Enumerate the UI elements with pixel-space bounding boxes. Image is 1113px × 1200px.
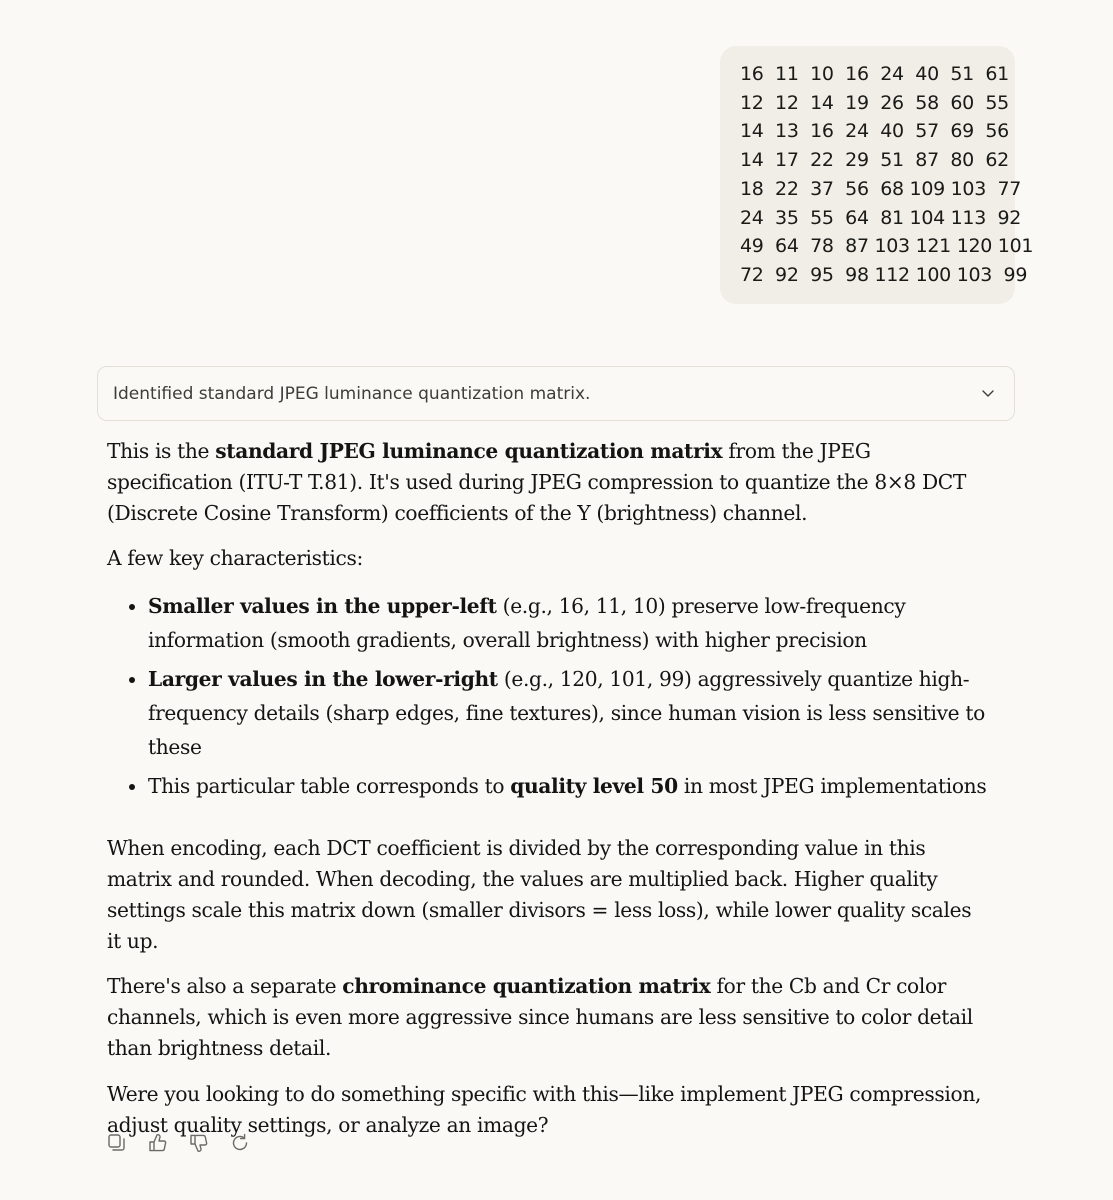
text-run: This is the <box>107 439 216 463</box>
copy-icon[interactable] <box>107 1132 127 1154</box>
matrix-row: 72 92 95 98 112 100 103 99 <box>740 263 1028 286</box>
response-paragraph <box>107 971 987 1063</box>
text-run: This particular table corresponds to <box>148 774 511 799</box>
retry-icon[interactable] <box>230 1132 250 1154</box>
list-item <box>148 662 987 764</box>
text-run: for the Cb and Cr color channels, which is even more aggressive since humans are less sensitive to color detail than brightness detail. <box>107 974 973 1060</box>
text-run: (e.g., 120, 101, 99) aggressively quantize high-frequency details (sharp edges, fine textures), since human vision is less sensitive to these <box>148 667 985 760</box>
text-run: There's also a separate <box>107 974 343 999</box>
chevron-down-icon <box>980 385 996 401</box>
text-run: from the JPEG specification (ITU-T T.81). It's used during JPEG compression to quantize the 8×8 DCT (Discrete Cosine Transform) coefficients of the Y (brightness) channel. <box>107 439 966 525</box>
bold-text: chrominance quantization matrix <box>342 974 711 999</box>
matrix-row: 16 11 10 16 24 40 51 61 <box>740 63 1009 85</box>
list-item <box>148 589 987 657</box>
text-run: in most JPEG implementations <box>677 774 987 799</box>
response-paragraph: Were you looking to do something specific with this—like implement JPEG compression, adjust quality settings, or analyze an image? <box>107 1081 982 1137</box>
bold-text: standard JPEG luminance quantization matrix <box>215 439 723 463</box>
thumbs-down-icon[interactable] <box>189 1132 209 1154</box>
bold-text: Smaller values in the upper-left <box>148 594 497 619</box>
matrix-row: 12 12 14 19 26 58 60 55 <box>740 91 1009 114</box>
assistant-response <box>107 436 987 1155</box>
bold-text: quality level 50 <box>510 774 678 799</box>
matrix-row: 14 17 22 29 51 87 80 62 <box>740 149 1009 172</box>
thinking-summary-text: Identified standard JPEG luminance quantization matrix. <box>113 383 591 404</box>
matrix-row: 24 35 55 64 81 104 113 92 <box>740 206 1022 229</box>
response-paragraph: When encoding, each DCT coefficient is divided by the corresponding value in this matrix and rounded. When decoding, the values are multiplied back. Higher quality settings scale this matrix down (smaller divisors = less loss), while lower quality scales it up. <box>107 836 972 953</box>
text-run: (e.g., 16, 11, 10) preserve low-frequency information (smooth gradients, overall brightness) with higher precision <box>148 594 906 653</box>
thumbs-up-icon[interactable] <box>148 1132 168 1154</box>
bullet-list <box>107 589 987 803</box>
matrix-row: 14 13 16 24 40 57 69 56 <box>740 120 1009 143</box>
user-message-bubble <box>720 46 1034 304</box>
bold-text: Larger values in the lower-right <box>148 667 498 692</box>
matrix-row: 49 64 78 87 103 121 120 101 <box>740 235 1034 258</box>
list-item <box>148 769 987 803</box>
message-actions <box>107 1132 250 1154</box>
thinking-summary-toggle[interactable] <box>97 366 1015 421</box>
matrix-row: 18 22 37 56 68 109 103 77 <box>740 177 1022 200</box>
response-paragraph: A few key characteristics: <box>107 546 363 571</box>
response-paragraph <box>107 436 987 528</box>
